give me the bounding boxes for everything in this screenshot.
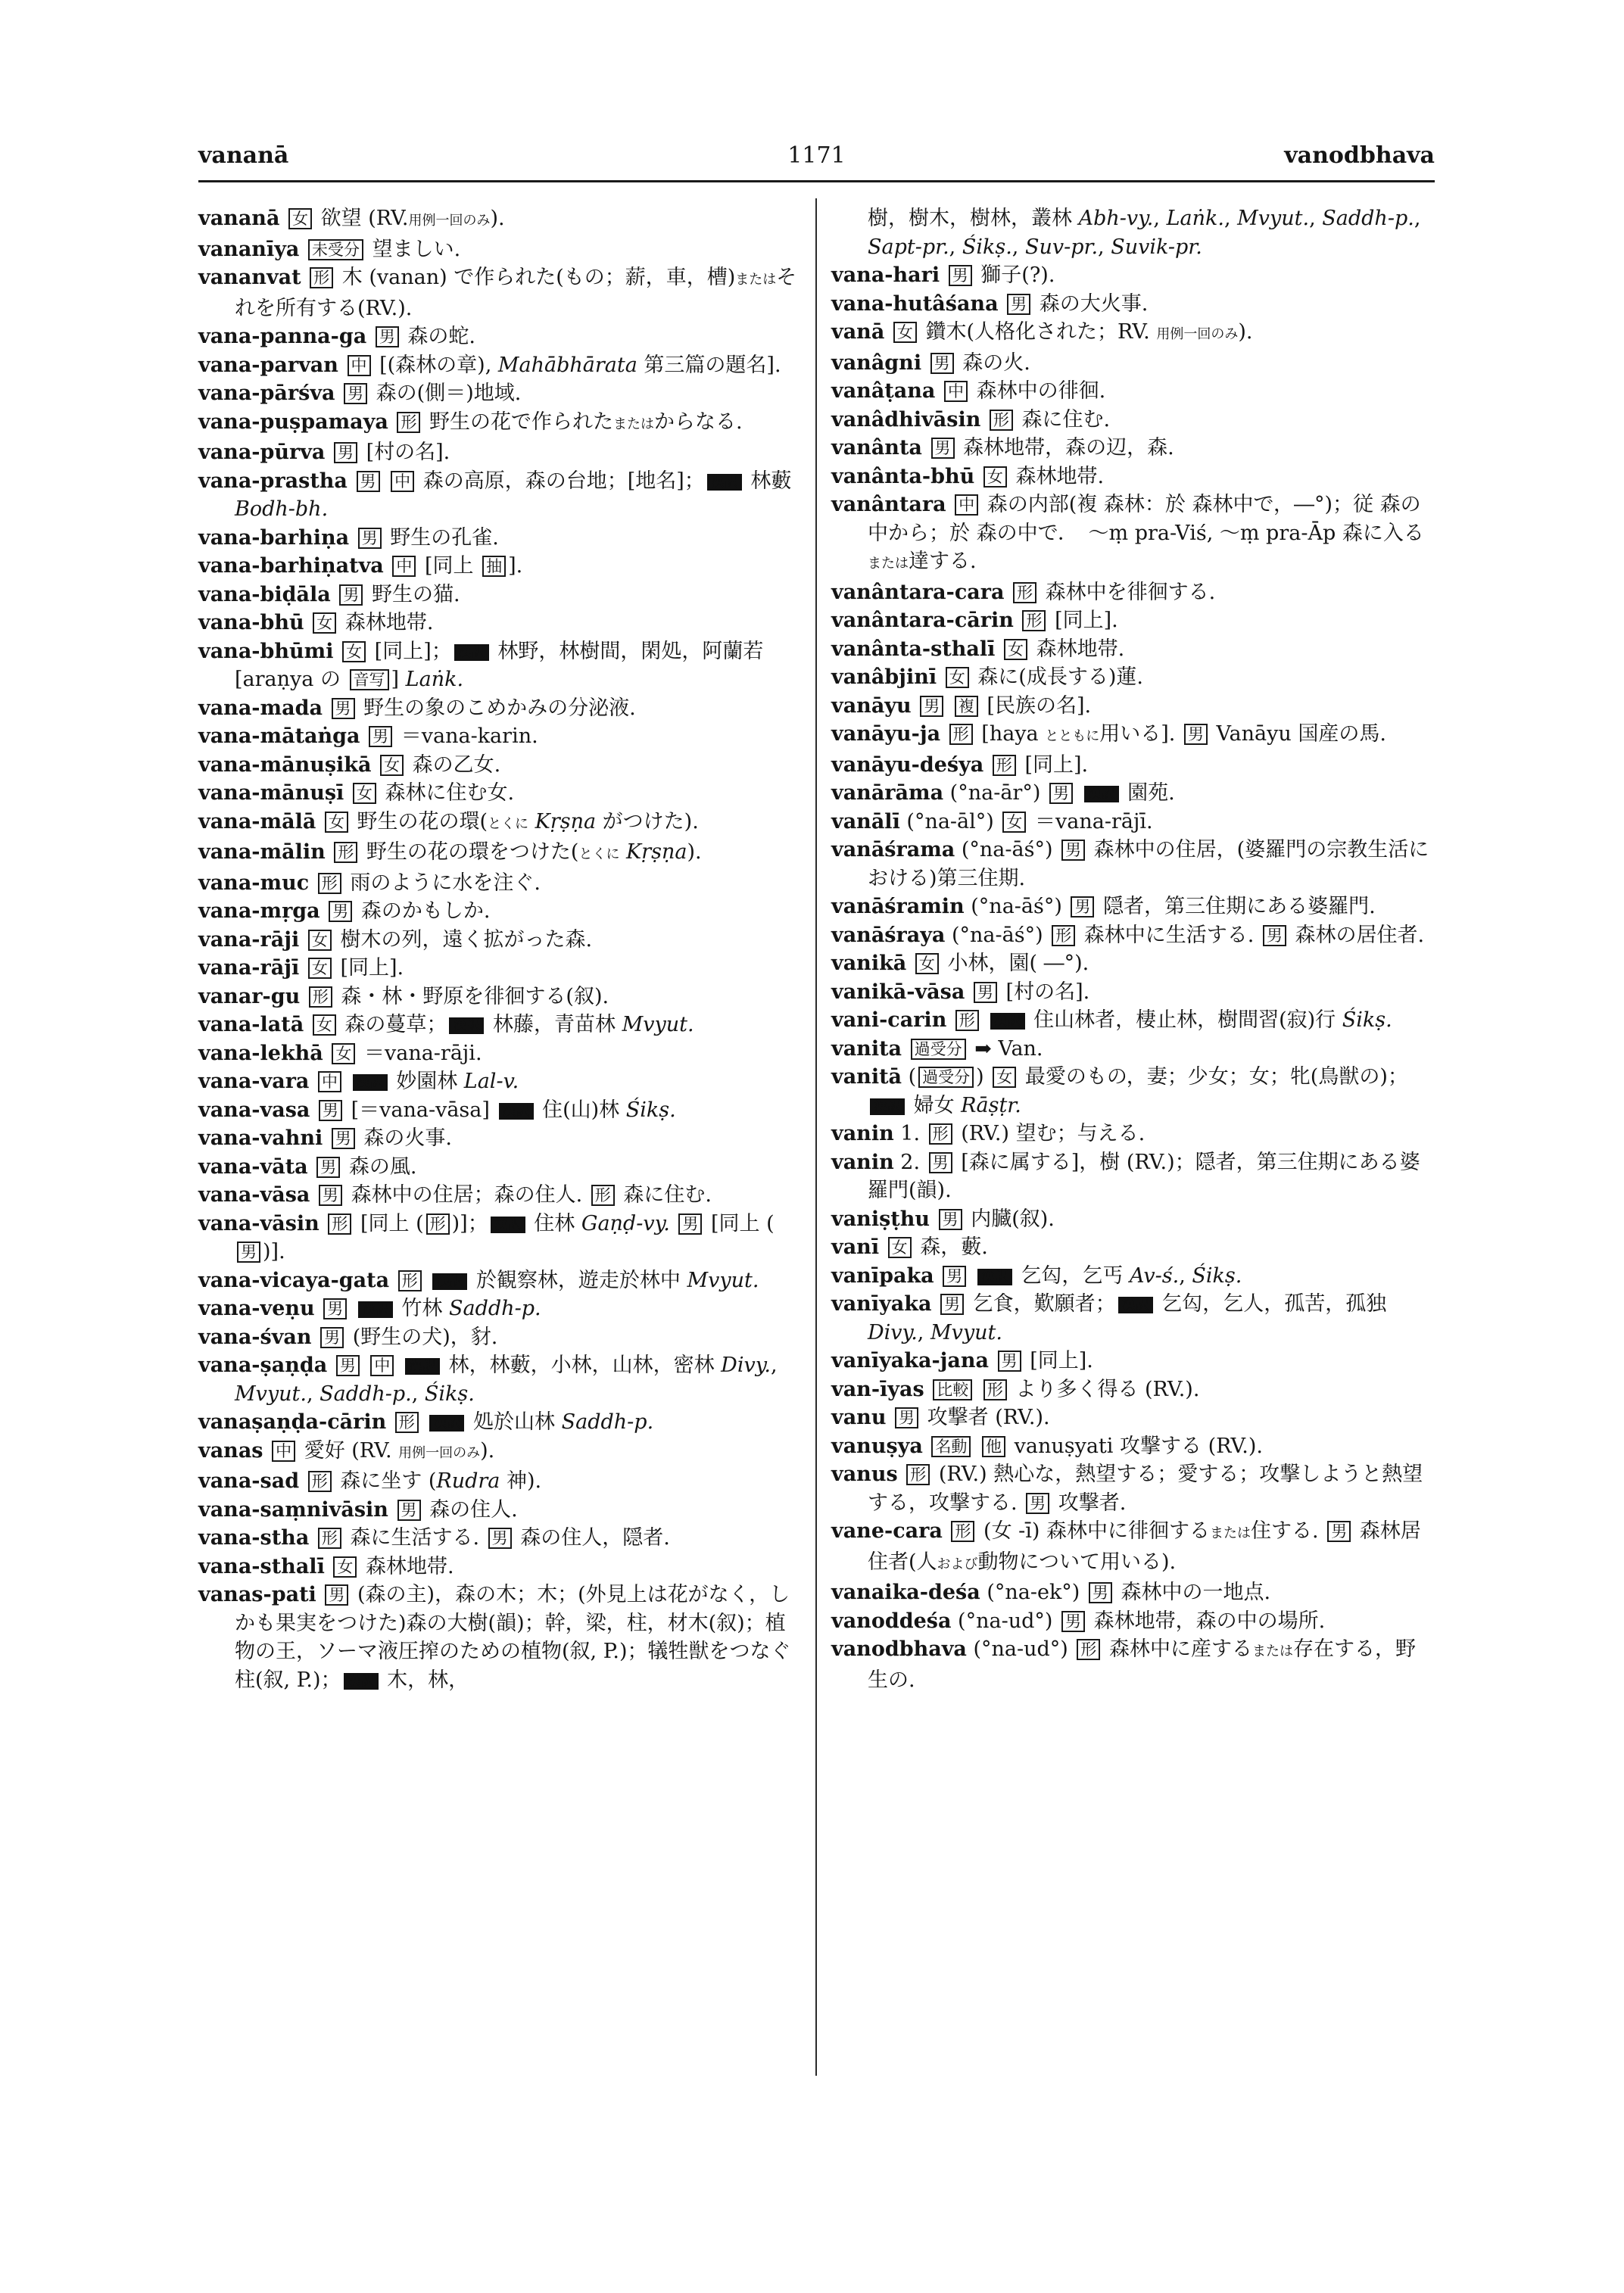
headword: vana-rāji <box>198 927 300 952</box>
kanyaku-label: 漢訳 <box>429 1415 464 1432</box>
headword: vana-veṇu <box>198 1297 315 1320</box>
grammar-tag: 中 <box>944 381 968 402</box>
grammar-tag: 男 <box>678 1213 702 1235</box>
grammar-tag: 形 <box>951 1521 974 1542</box>
kanyaku-label: 漢訳 <box>491 1217 525 1233</box>
headword: vana-latā <box>198 1013 304 1036</box>
grammar-tag: 女 <box>893 322 917 343</box>
grammar-tag: 女 <box>342 641 366 662</box>
grammar-tag: 女 <box>888 1237 912 1258</box>
headword: vana-rājī <box>198 956 300 980</box>
dictionary-entry: vani-carin 形 漢訳 住山林者，棲止林，樹間習(寂)行 Śikṣ. <box>831 1008 1392 1032</box>
dictionary-entry: vana-vicaya-gata 形 漢訳 於観察林，遊走於林中 Mvyut. <box>198 1268 759 1292</box>
grammar-tag: 女 <box>325 812 348 833</box>
kanyaku-label: 漢訳 <box>977 1269 1012 1285</box>
headword: vanaṣaṇḍa-cārin <box>198 1410 387 1434</box>
grammar-tag: 男 <box>943 1266 966 1287</box>
headword: vanâgni <box>831 350 922 375</box>
dictionary-entry: vana-biḍāla 男 野生の猫. <box>198 582 460 606</box>
headword: vanâbjinī <box>831 665 937 689</box>
dictionary-entry: vanikā-vāsa 男 [村の名]. <box>831 980 1090 1004</box>
dictionary-entry: vanāśraya (°na-āś°) 形 森林中に生活する. 男 森林の居住者. <box>831 923 1425 947</box>
dictionary-entry: vanitā ( 過受分 ) 女 最愛のもの，妻；少女；女；牝(鳥獣の)；漢訳 婦女 Rāṣṭr. <box>831 1065 1408 1117</box>
headword: vanas <box>198 1438 263 1463</box>
grammar-tag: 形 <box>1052 925 1075 946</box>
headword: vananīya <box>198 237 300 261</box>
dictionary-entry: vanīpaka 男 漢訳 乞匃，乞丐 Av-ś., Śikṣ. <box>831 1263 1242 1288</box>
dictionary-entry: vanālī (°na-āl°) 女 ＝vana-rājī. <box>831 809 1153 833</box>
headword: vanântara <box>831 493 946 516</box>
grammar-tag: 形 <box>398 1270 422 1291</box>
headword: vana-barhiṇa <box>198 525 350 550</box>
grammar-tag: 形 <box>1013 582 1036 603</box>
headword: vanântara-cara <box>831 580 1005 604</box>
dictionary-entry: vana-pūrva 男 [村の名]. <box>198 441 450 464</box>
headword: vana-panna-ga <box>198 325 367 348</box>
dictionary-entry: vana-mātaṅga 男 ＝vana-karin. <box>198 724 538 748</box>
dictionary-entry: vana-vāta 男 森の風. <box>198 1154 417 1179</box>
grammar-tag: 男 <box>344 383 367 404</box>
grammar-tag: 女 <box>332 1043 355 1064</box>
headword: vana-puṣpamaya <box>198 410 388 434</box>
dictionary-entry: vana-mṛga 男 森のかもしか. <box>198 899 491 923</box>
dictionary-entry: vanikā 女 小林，園( ―°). <box>831 952 1089 975</box>
dictionary-entry: vana-veṇu 男 漢訳 竹林 Saddh-p. <box>198 1297 541 1320</box>
dictionary-entry: vana-saṃnivāsin 男 森の住人. <box>198 1497 518 1522</box>
dictionary-entry: vana-vāsin 形 [同上 ( 形 )]； 漢訳 住林 Gaṇḍ-vy. 男 [同上 (男 )]. <box>198 1211 775 1263</box>
dictionary-entry: vanaika-deśa (°na-ek°) 男 森林中の一地点. <box>831 1581 1271 1604</box>
dictionary-entry: 樹，樹木，樹林，叢林 Abh-vy., Laṅk., Mvyut., Saddh-p., Sapt-pr., Śikṣ., Suv-pr., Suvik-pr. <box>868 207 1421 259</box>
grammar-tag: 抽 <box>482 556 506 577</box>
grammar-tag: 男 <box>323 1298 347 1319</box>
headword: vanânta-sthalī <box>831 637 996 661</box>
grammar-tag: 音写 <box>350 669 389 690</box>
grammar-tag: 男 <box>940 1294 964 1315</box>
headword: vanīpaka <box>831 1263 934 1288</box>
dictionary-entry: vane-cara 形 (女 -ī) 森林中に徘徊するまたは住する. 男 森林居住者(人および動物について用いる). <box>831 1519 1421 1574</box>
grammar-tag: 男 <box>1327 1521 1351 1542</box>
grammar-tag: 形 <box>955 1010 979 1031</box>
dictionary-entry: vana-bhū 女 森林地帯. <box>198 611 434 634</box>
grammar-tag: 中 <box>955 494 978 516</box>
headword: vane-cara <box>831 1519 943 1543</box>
kanyaku-label: 漢訳 <box>707 474 742 491</box>
headword: vanodbhava <box>831 1637 967 1661</box>
kanyaku-label: 漢訳 <box>990 1013 1025 1030</box>
grammar-tag: 形 <box>334 842 357 863</box>
dictionary-entry: vanântara-cara 形 森林中を徘徊する. <box>831 580 1216 604</box>
grammar-tag: 形 <box>318 873 341 894</box>
headword: vana-mālā <box>198 809 316 833</box>
dictionary-entry: vanā 女 鑽木(人格化された；RV. 用例一回のみ). <box>831 320 1253 344</box>
headword: vanâṭana <box>831 379 936 403</box>
dictionary-entry: vana-mada 男 野生の象のこめかみの分泌液. <box>198 696 636 720</box>
header-last-headword: vanodbhava <box>1284 142 1435 169</box>
dictionary-entry: vana-ṣaṇḍa 男 中 漢訳 林，林藪，小林，山林，密林 Divy., Mvyut., Saddh-p., Śikṣ. <box>198 1354 778 1406</box>
kanyaku-label: 漢訳 <box>405 1358 440 1375</box>
dictionary-entry: vanântara 中 森の内部(複 森林：於 森林中で，―°)；従 森の中から；於 森の中で． ～ṃ pra-Viś, ～ṃ pra-Āp 森に入るまたは達する. <box>831 493 1424 573</box>
headword: vana-vara <box>198 1070 310 1093</box>
dictionary-entry: vanita 過受分 ➡ Van. <box>831 1036 1043 1061</box>
grammar-tag: 女 <box>380 755 404 776</box>
grammar-tag: 形 <box>309 986 332 1008</box>
grammar-tag: 女 <box>308 930 332 951</box>
kanyaku-label: 漢訳 <box>1084 786 1119 802</box>
dictionary-entry: vanoddeśa (°na-ud°) 男 森林地帯，森の中の場所. <box>831 1609 1326 1633</box>
dictionary-entry: vana-barhiṇatva 中 [同上 抽 ]. <box>198 554 523 578</box>
grammar-tag: 形 <box>591 1185 615 1206</box>
headword: vanikā <box>831 952 907 975</box>
grammar-tag: 過受分 <box>918 1067 974 1088</box>
grammar-tag: 女 <box>333 1556 357 1578</box>
headword: vanīyaka <box>831 1292 932 1316</box>
grammar-tag: 形 <box>308 1471 332 1492</box>
header-first-headword: vananā <box>198 142 289 169</box>
dictionary-entry: vana-rāji 女 樹木の列，遠く拡がった森. <box>198 927 593 952</box>
grammar-tag: 形 <box>929 1123 952 1145</box>
dictionary-entry: vanāśrama (°na-āś°) 男 森林中の住居，(婆羅門の宗教生活における)第三住期. <box>831 838 1429 890</box>
headword: vanārāma <box>831 781 944 805</box>
grammar-tag: 名動 <box>931 1436 971 1457</box>
kanyaku-label: 漢訳 <box>454 644 489 661</box>
dictionary-entry: vanâgni 男 森の火. <box>831 350 1030 375</box>
grammar-tag: 形 <box>426 1213 450 1235</box>
headword: vana-stha <box>198 1526 310 1550</box>
dictionary-entry: vanāyu 男 複 [民族の名]. <box>831 693 1092 718</box>
dictionary-entry: vanas-pati 男 (森の主)，森の木；木；(外見上は花がなく，しかも果実をつけた)森の大樹(韻)；幹，梁，柱，材木(叙)；植物の王，ソーマ液圧搾のための植物(叙, P.)；犠牲獣をつなぐ柱(叙, P.)； 漢訳 木，林， <box>198 1583 791 1692</box>
dictionary-entry: vana-sad 形 森に坐す (Rudra 神). <box>198 1469 542 1493</box>
kanyaku-label: 漢訳 <box>432 1273 467 1290</box>
kanyaku-label: 漢訳 <box>1118 1297 1153 1313</box>
grammar-tag: 女 <box>1002 812 1026 833</box>
headword: vanuṣya <box>831 1434 923 1458</box>
dictionary-entry: vanuṣya 名動 他 vanuṣyati 攻撃する (RV.). <box>831 1434 1263 1458</box>
grammar-tag: 男 <box>319 1100 342 1121</box>
headword: vanikā-vāsa <box>831 980 965 1004</box>
dictionary-entry: vana-latā 女 森の蔓草； 漢訳 林藤，青苗林 Mvyut. <box>198 1013 694 1036</box>
grammar-tag: 女 <box>353 783 376 804</box>
headword: vana-mṛga <box>198 899 320 923</box>
headword: vanāyu-ja <box>831 722 941 746</box>
headword: vananā <box>198 207 280 230</box>
dictionary-entry: vanu 男 攻撃者 (RV.). <box>831 1406 1050 1429</box>
headword: vana-ṣaṇḍa <box>198 1354 328 1377</box>
headword: vana-hutâśana <box>831 291 999 316</box>
headword: vana-biḍāla <box>198 582 331 606</box>
grammar-tag: 他 <box>982 1436 1005 1457</box>
headword: vana-pārśva <box>198 382 335 405</box>
grammar-tag: 女 <box>946 667 969 688</box>
dictionary-entry: vanus 形 (RV.) 熱心な，熱望する；愛する；攻撃しようと熱望する，攻撃する. 男 攻撃者. <box>831 1463 1423 1515</box>
headword: vanântara-cārin <box>831 609 1014 632</box>
header-rule <box>198 180 1435 182</box>
grammar-tag: 形 <box>310 267 333 288</box>
dictionary-entry: vanin 1. 形 (RV.) 望む；与える. <box>831 1122 1146 1145</box>
dictionary-entry: vanântara-cārin 形 [同上]. <box>831 609 1118 632</box>
headword: vana-vāta <box>198 1154 308 1179</box>
dictionary-entry: vana-mālā 女 野生の花の環(とくに Kṛṣṇa がつけた). <box>198 809 699 833</box>
headword: vanita <box>831 1036 902 1061</box>
grammar-tag: 男 <box>929 1152 952 1173</box>
grammar-tag: 男 <box>1007 294 1030 315</box>
grammar-tag: 形 <box>906 1464 930 1485</box>
dictionary-entry: vanārāma (°na-ār°) 男 漢訳 園苑. <box>831 781 1175 805</box>
grammar-tag: 形 <box>328 1213 351 1235</box>
grammar-tag: 男 <box>369 726 392 747</box>
grammar-tag: 男 <box>329 901 352 922</box>
headword: vananvat <box>198 266 301 289</box>
grammar-tag: 女 <box>993 1067 1016 1088</box>
headword: vana-barhiṇatva <box>198 554 384 578</box>
grammar-tag: 女 <box>915 953 939 974</box>
dictionary-entry: vanaṣaṇḍa-cārin 形 漢訳 処於山林 Saddh-p. <box>198 1410 654 1434</box>
dictionary-entry: vana-pārśva 男 森の(側＝)地域. <box>198 382 522 405</box>
grammar-tag: 形 <box>318 1528 341 1549</box>
dictionary-entry: vana-hari 男 獅子(?). <box>831 263 1055 287</box>
dictionary-entry: vanas 中 愛好 (RV. 用例一回のみ). <box>198 1438 495 1463</box>
grammar-tag: 女 <box>983 466 1007 488</box>
grammar-tag: 男 <box>974 982 997 1003</box>
dictionary-entry: vana-vahni 男 森の火事. <box>198 1126 452 1150</box>
headword: vanāyu-deśya <box>831 752 984 777</box>
grammar-tag: 男 <box>334 442 357 463</box>
headword: vanin <box>831 1150 894 1174</box>
kanyaku-label: 漢訳 <box>449 1017 484 1034</box>
headword: vani-carin <box>831 1008 947 1032</box>
grammar-tag: 中 <box>348 355 371 376</box>
right-column <box>831 204 1435 1694</box>
headword: vana-vasa <box>198 1098 310 1122</box>
headword: vana-vāsa <box>198 1183 310 1207</box>
headword: vana-vahni <box>198 1126 323 1150</box>
headword: vanar-gu <box>198 984 301 1008</box>
running-header <box>198 142 1435 177</box>
grammar-tag: 男 <box>320 1327 344 1348</box>
grammar-tag: 男 <box>319 1185 342 1206</box>
headword: vanâdhivāsin <box>831 407 981 431</box>
grammar-tag: 男 <box>931 438 955 459</box>
grammar-tag: 男 <box>357 471 380 492</box>
headword: vana-mada <box>198 696 323 720</box>
dictionary-entry: vanar-gu 形 森・林・野原を徘徊する(叙). <box>198 984 609 1008</box>
grammar-tag: 中 <box>318 1071 341 1092</box>
grammar-tag: 女 <box>313 612 336 634</box>
headword: vanus <box>831 1463 898 1486</box>
kanyaku-label: 漢訳 <box>870 1098 905 1115</box>
dictionary-entry: vanāyu-deśya 形 [同上]. <box>831 752 1089 777</box>
headword: vanu <box>831 1406 887 1429</box>
kanyaku-label: 漢訳 <box>499 1103 534 1120</box>
grammar-tag: 形 <box>993 755 1016 776</box>
dictionary-entry: vana-rājī 女 [同上]. <box>198 956 404 980</box>
grammar-tag: 形 <box>397 412 420 433</box>
dictionary-entry: vanin 2. 男 [森に属する]，樹 (RV.)；隠者，第三住期にある婆羅門(韻). <box>831 1150 1420 1202</box>
grammar-tag: 過受分 <box>911 1039 966 1060</box>
grammar-tag: 男 <box>1071 896 1094 918</box>
headword: vanālī <box>831 809 900 833</box>
dictionary-entry: vana-lekhā 女 ＝vana-rāji. <box>198 1041 482 1065</box>
kanyaku-label: 漢訳 <box>353 1074 388 1091</box>
headword: vanaika-deśa <box>831 1581 980 1604</box>
grammar-tag: 形 <box>395 1412 419 1433</box>
headword: vanī <box>831 1235 880 1259</box>
grammar-tag: 比較 <box>933 1379 972 1400</box>
headword: vana-sad <box>198 1469 300 1493</box>
grammar-tag: 中 <box>391 471 414 492</box>
dictionary-entry: vana-vara 中 漢訳 妙園林 Lal-v. <box>198 1070 519 1093</box>
grammar-tag: 男 <box>1184 724 1208 745</box>
page-number: 1171 <box>787 142 846 169</box>
headword: vana-śvan <box>198 1325 312 1349</box>
headword: vana-bhūmi <box>198 639 334 663</box>
kanyaku-label: 漢訳 <box>358 1301 393 1318</box>
dictionary-entry: vana-sthalī 女 森林地帯. <box>198 1554 454 1578</box>
grammar-tag: 中 <box>370 1355 394 1376</box>
headword: vanânta-bhū <box>831 464 975 488</box>
grammar-tag: 男 <box>1263 925 1286 946</box>
dictionary-entry: vanâṭana 中 森林中の徘徊. <box>831 379 1106 403</box>
grammar-tag: 女 <box>288 208 312 229</box>
headword: vana-sthalī <box>198 1554 325 1578</box>
grammar-tag: 形 <box>949 724 973 745</box>
dictionary-entry: vanīyaka-jana 男 [同上]. <box>831 1349 1093 1372</box>
headword: vanāśramin <box>831 895 965 918</box>
headword: vana-prastha <box>198 469 348 493</box>
headword: vanā <box>831 320 885 344</box>
dictionary-entry: vana-śvan 男 (野生の犬)，豺. <box>198 1325 498 1349</box>
dictionary-entry: vanânta-sthalī 女 森林地帯. <box>831 637 1125 661</box>
grammar-tag: 男 <box>332 698 355 719</box>
dictionary-entry: vana-panna-ga 男 森の蛇. <box>198 325 475 348</box>
dictionary-entry: vana-vasa 男 [＝vana-vāsa] 漢訳 住(山)林 Śikṣ. <box>198 1098 676 1122</box>
headword: vanāyu <box>831 693 912 718</box>
dictionary-entry: vana-bhūmi 女 [同上]； 漢訳 林野，林樹間，閑処，阿蘭若 [araṇya の 音写 ] Laṅk. <box>198 639 764 691</box>
grammar-tag: 中 <box>272 1441 295 1462</box>
dictionary-entry: vanāyu-ja 形 [haya とともに用いる]. 男 Vanāyu 国産の馬. <box>831 722 1386 746</box>
kanyaku-label: 漢訳 <box>344 1673 379 1690</box>
dictionary-entry: vana-puṣpamaya 形 野生の花で作られたまたはからなる. <box>198 410 743 434</box>
headword: vana-pūrva <box>198 441 326 464</box>
grammar-tag: 男 <box>1061 840 1085 861</box>
dictionary-entry: vana-mānuṣī 女 森林に住む女. <box>198 781 515 805</box>
grammar-tag: 男 <box>358 528 382 549</box>
grammar-tag: 男 <box>316 1157 340 1178</box>
grammar-tag: 男 <box>939 1209 962 1230</box>
column-divider <box>815 198 817 2076</box>
grammar-tag: 形 <box>990 410 1013 431</box>
grammar-tag: 男 <box>1061 1611 1085 1632</box>
dictionary-entry: vanânta-bhū 女 森林地帯. <box>831 464 1105 488</box>
grammar-tag: 女 <box>308 958 332 979</box>
dictionary-entry: vanodbhava (°na-ud°) 形 森林中に産するまたは存在する，野生の. <box>831 1637 1416 1692</box>
grammar-tag: 男 <box>1049 783 1073 804</box>
dictionary-entry: vanīyaka 男 乞食，歎願者； 漢訳 乞匃，乞人，孤苦，孤独 Divy., Mvyut. <box>831 1292 1387 1344</box>
dictionary-entry: vana-vāsa 男 森林中の住居；森の住人. 形 森に住む. <box>198 1183 712 1207</box>
grammar-tag: 女 <box>1004 639 1027 660</box>
grammar-tag: 複 <box>955 696 978 717</box>
headword: vanitā <box>831 1065 902 1089</box>
dictionary-entry: vananā 女 欲望 (RV.用例一回のみ). <box>198 207 505 230</box>
headword: van-īyas <box>831 1377 924 1401</box>
grammar-tag: 男 <box>397 1500 421 1521</box>
headword: vanāśraya <box>831 923 946 947</box>
grammar-tag: 男 <box>325 1584 348 1606</box>
headword: vanāśrama <box>831 838 955 861</box>
grammar-tag: 男 <box>895 1407 918 1428</box>
dictionary-entry: van-īyas 比較 形 より多く得る (RV.). <box>831 1377 1200 1401</box>
grammar-tag: 男 <box>998 1351 1021 1372</box>
grammar-tag: 男 <box>920 696 943 717</box>
headword: vaniṣṭhu <box>831 1207 930 1231</box>
headword: vana-vicaya-gata <box>198 1268 390 1292</box>
dictionary-entry: vaniṣṭhu 男 内臓(叙). <box>831 1207 1055 1231</box>
headword: vana-mānuṣī <box>198 781 344 805</box>
dictionary-entry: vanāśramin (°na-āś°) 男 隠者，第三住期にある婆羅門. <box>831 895 1376 918</box>
grammar-tag: 男 <box>237 1242 260 1263</box>
grammar-tag: 男 <box>1089 1582 1112 1603</box>
grammar-tag: 形 <box>1077 1639 1100 1660</box>
headword: vanas-pati <box>198 1583 316 1606</box>
dictionary-entry: vana-muc 形 雨のように水を注ぐ. <box>198 871 541 895</box>
grammar-tag: 男 <box>488 1528 512 1549</box>
grammar-tag: 形 <box>1022 610 1046 631</box>
dictionary-entry: vanâdhivāsin 形 森に住む. <box>831 407 1111 431</box>
headword: vana-hari <box>831 263 940 287</box>
grammar-tag: 中 <box>392 556 416 577</box>
headword: vanin <box>831 1122 894 1145</box>
dictionary-entry: vananīya 未受分 望ましい. <box>198 237 461 261</box>
dictionary-entry: vana-mālin 形 野生の花の環をつけた(とくに Kṛṣṇa). <box>198 840 702 864</box>
dictionary-entry: vanânta 男 森林地帯，森の辺，森. <box>831 436 1174 460</box>
headword: vana-bhū <box>198 611 304 634</box>
grammar-tag: 男 <box>1026 1493 1049 1514</box>
headword: vana-muc <box>198 871 310 895</box>
grammar-tag: 男 <box>376 326 399 347</box>
dictionary-entry: vana-mānuṣikā 女 森の乙女. <box>198 752 501 777</box>
headword: vana-lekhā <box>198 1041 323 1065</box>
grammar-tag: 形 <box>983 1379 1007 1400</box>
dictionary-entry: vanâbjinī 女 森に(成長する)蓮. <box>831 665 1143 689</box>
headword: vana-mānuṣikā <box>198 752 372 777</box>
headword: vanoddeśa <box>831 1609 952 1633</box>
grammar-tag: 未受分 <box>308 239 363 260</box>
grammar-tag: 男 <box>339 584 363 606</box>
headword: vanânta <box>831 436 922 460</box>
grammar-tag: 男 <box>949 265 972 286</box>
headword: vanīyaka-jana <box>831 1349 990 1372</box>
dictionary-entry: vana-parvan 中 [(森林の章), Mahābhārata 第三篇の題名]. <box>198 353 781 377</box>
headword: vana-mālin <box>198 840 326 864</box>
dictionary-entry: vana-prastha 男 中 森の高原，森の台地；[地名]； 漢訳 林藪 Bodh-bh. <box>198 469 792 521</box>
dictionary-entry: vana-stha 形 森に生活する. 男 森の住人，隠者. <box>198 1526 670 1550</box>
left-column <box>198 204 800 1694</box>
grammar-tag: 男 <box>336 1355 360 1376</box>
headword: vana-vāsin <box>198 1211 320 1235</box>
dictionary-entry: vana-barhiṇa 男 野生の孔雀. <box>198 525 499 550</box>
headword: vana-parvan <box>198 353 338 377</box>
headword: vana-saṃnivāsin <box>198 1497 388 1522</box>
grammar-tag: 男 <box>332 1128 355 1149</box>
grammar-tag: 男 <box>930 353 954 374</box>
headword: vana-mātaṅga <box>198 724 360 748</box>
dictionary-entry: vananvat 形 木 (vanan) で作られた(もの；薪，車，槽)またはそれを所有する(RV.). <box>198 266 797 320</box>
dictionary-entry: vana-hutâśana 男 森の大火事. <box>831 291 1149 316</box>
dictionary-entry: vanī 女 森，藪. <box>831 1235 988 1259</box>
grammar-tag: 女 <box>313 1014 336 1036</box>
